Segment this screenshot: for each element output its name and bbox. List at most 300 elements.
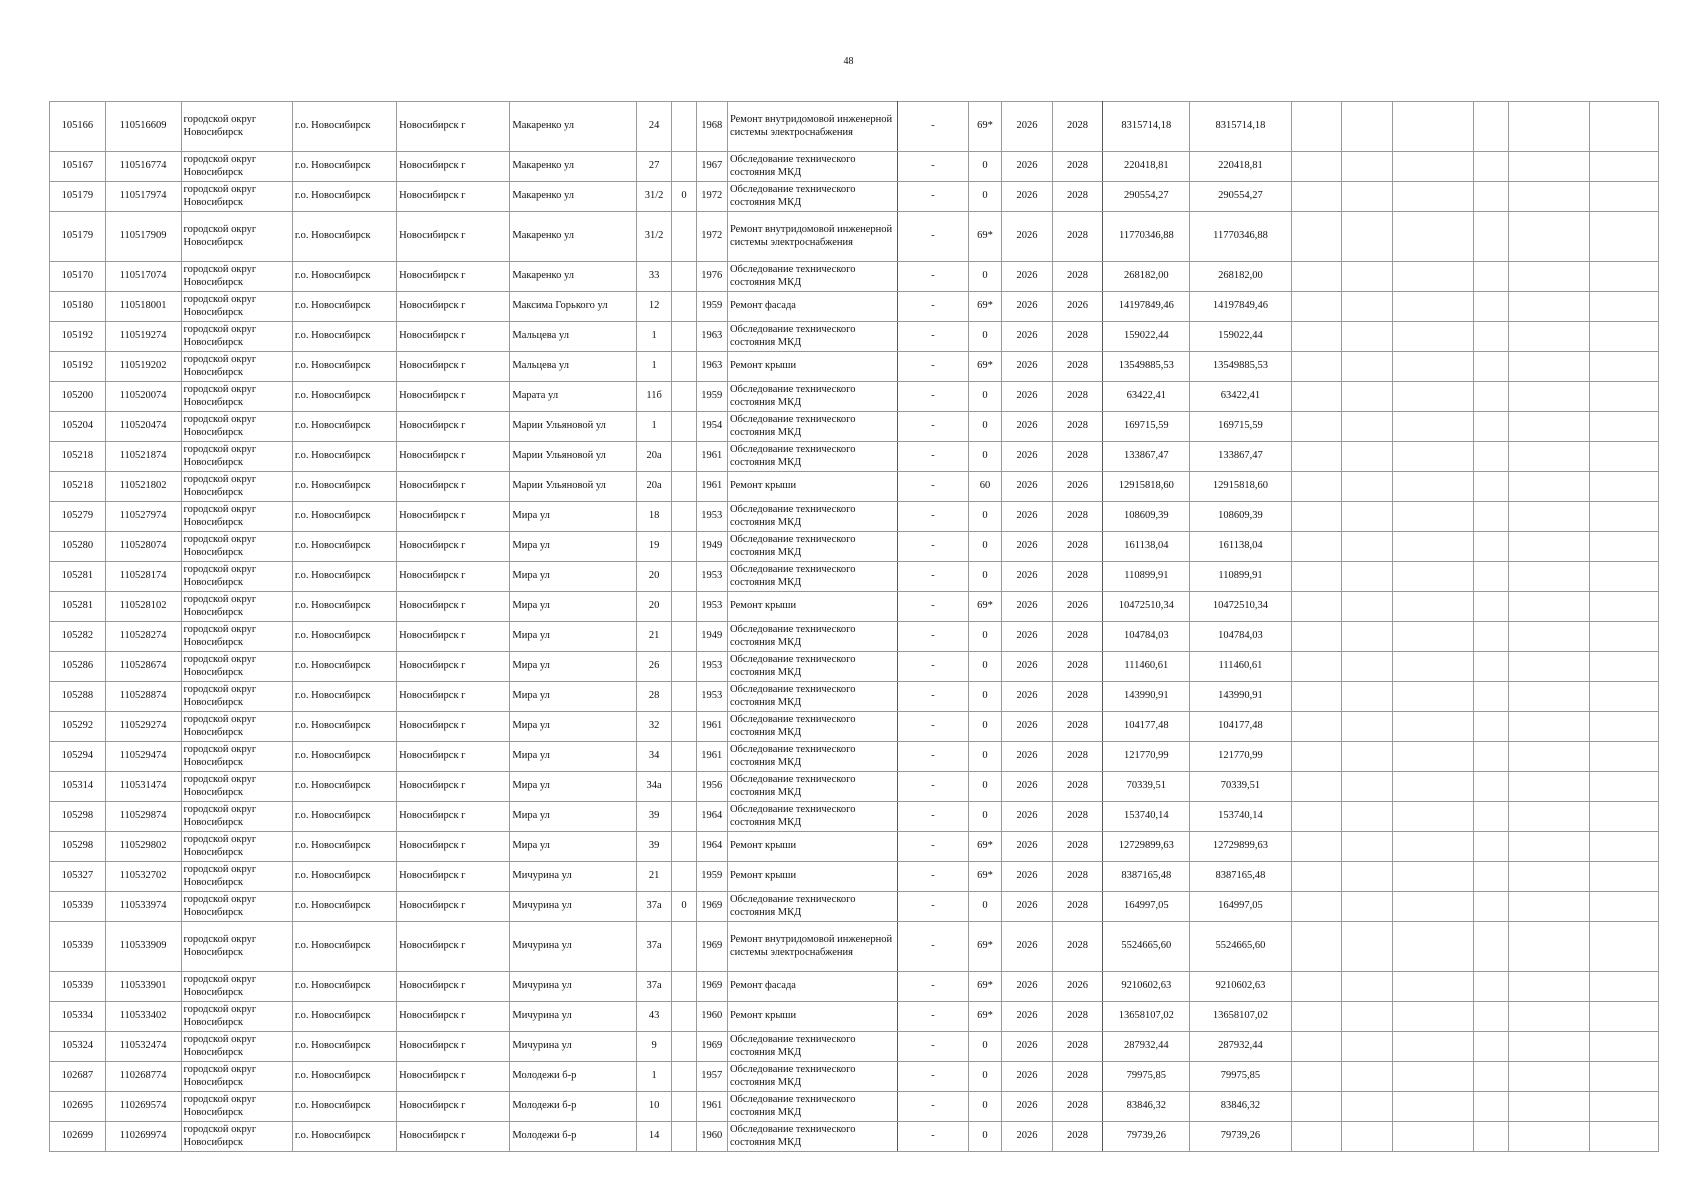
- cell-empty: [1473, 352, 1508, 382]
- cell-house: 1: [636, 352, 671, 382]
- cell-house: 32: [636, 712, 671, 742]
- cell-dash: -: [897, 592, 968, 622]
- cell-work: Обследование технического состояния МКД: [727, 622, 897, 652]
- cell-y2: 2028: [1052, 742, 1103, 772]
- cell-dash: -: [897, 862, 968, 892]
- cell-year: 1957: [696, 1062, 727, 1092]
- cell-empty: [1590, 1062, 1659, 1092]
- cell-id: 105281: [50, 562, 106, 592]
- cell-district: городской округ Новосибирск: [181, 322, 292, 352]
- cell-y1: 2026: [1002, 1002, 1053, 1032]
- cell-house: 43: [636, 1002, 671, 1032]
- cell-okrug: г.о. Новосибирск: [292, 742, 396, 772]
- table-row: [50, 742, 1659, 772]
- cell-empty: [1509, 742, 1590, 772]
- cell-street: Мичурина ул: [510, 1032, 636, 1062]
- cell-dash: -: [897, 712, 968, 742]
- cell-id: 105218: [50, 442, 106, 472]
- cell-empty: [1342, 292, 1393, 322]
- cell-district: городской округ Новосибирск: [181, 742, 292, 772]
- cell-empty: [1342, 322, 1393, 352]
- cell-house: 37а: [636, 972, 671, 1002]
- cell-okrug: г.о. Новосибирск: [292, 352, 396, 382]
- cell-empty: [1392, 472, 1473, 502]
- cell-empty: [1509, 352, 1590, 382]
- cell-total: 159022,44: [1190, 322, 1291, 352]
- cell-total: 10472510,34: [1190, 592, 1291, 622]
- table-row: [50, 182, 1659, 212]
- cell-pct: 69*: [968, 922, 1001, 972]
- cell-empty: [1473, 412, 1508, 442]
- cell-empty: [1590, 1002, 1659, 1032]
- cell-empty: [1473, 592, 1508, 622]
- cell-empty: [1291, 1062, 1342, 1092]
- cell-dash: -: [897, 532, 968, 562]
- capital-repair-table: [49, 101, 1659, 1152]
- cell-dash: -: [897, 562, 968, 592]
- table-row: [50, 102, 1659, 152]
- cell-y2: 2028: [1052, 152, 1103, 182]
- cell-empty: [1342, 892, 1393, 922]
- cell-empty: [1473, 832, 1508, 862]
- cell-dash: -: [897, 212, 968, 262]
- cell-y2: 2028: [1052, 1032, 1103, 1062]
- cell-empty: [1509, 622, 1590, 652]
- cell-house: 19: [636, 532, 671, 562]
- cell-y1: 2026: [1002, 592, 1053, 622]
- cell-city: Новосибирск г: [397, 442, 510, 472]
- table-row: [50, 712, 1659, 742]
- cell-city: Новосибирск г: [397, 1032, 510, 1062]
- cell-street: Мира ул: [510, 832, 636, 862]
- cell-okrug: г.о. Новосибирск: [292, 892, 396, 922]
- cell-empty: [1392, 152, 1473, 182]
- cell-empty: [1342, 712, 1393, 742]
- cell-empty: [1473, 1122, 1508, 1152]
- cell-okrug: г.о. Новосибирск: [292, 442, 396, 472]
- cell-city: Новосибирск г: [397, 682, 510, 712]
- cell-empty: [1291, 322, 1342, 352]
- cell-dash: -: [897, 1002, 968, 1032]
- cell-empty: [1392, 1002, 1473, 1032]
- cell-year: 1961: [696, 472, 727, 502]
- cell-id: 105339: [50, 972, 106, 1002]
- cell-work: Обследование технического состояния МКД: [727, 682, 897, 712]
- cell-city: Новосибирск г: [397, 772, 510, 802]
- cell-cost: 111460,61: [1103, 652, 1190, 682]
- cell-empty: [1392, 562, 1473, 592]
- cell-id: 105167: [50, 152, 106, 182]
- cell-id: 105294: [50, 742, 106, 772]
- cell-pct: 69*: [968, 352, 1001, 382]
- cell-cost: 290554,27: [1103, 182, 1190, 212]
- cell-y1: 2026: [1002, 832, 1053, 862]
- cell-y1: 2026: [1002, 322, 1053, 352]
- cell-total: 108609,39: [1190, 502, 1291, 532]
- cell-y2: 2028: [1052, 442, 1103, 472]
- cell-house: 37а: [636, 922, 671, 972]
- cell-cost: 169715,59: [1103, 412, 1190, 442]
- cell-empty: [1392, 622, 1473, 652]
- cell-y2: 2028: [1052, 182, 1103, 212]
- cell-work: Обследование технического состояния МКД: [727, 742, 897, 772]
- cell-street: Мира ул: [510, 682, 636, 712]
- cell-code: 110517074: [105, 262, 181, 292]
- cell-empty: [1291, 832, 1342, 862]
- cell-work: Обследование технического состояния МКД: [727, 382, 897, 412]
- cell-work: Обследование технического состояния МКД: [727, 712, 897, 742]
- cell-okrug: г.о. Новосибирск: [292, 592, 396, 622]
- cell-empty: [1509, 382, 1590, 412]
- cell-empty: [1509, 862, 1590, 892]
- cell-building: [672, 472, 696, 502]
- cell-pct: 0: [968, 892, 1001, 922]
- cell-district: городской округ Новосибирск: [181, 1032, 292, 1062]
- cell-cost: 10472510,34: [1103, 592, 1190, 622]
- cell-house: 33: [636, 262, 671, 292]
- cell-city: Новосибирск г: [397, 592, 510, 622]
- cell-okrug: г.о. Новосибирск: [292, 562, 396, 592]
- cell-empty: [1291, 382, 1342, 412]
- cell-empty: [1342, 1002, 1393, 1032]
- cell-building: [672, 1032, 696, 1062]
- cell-dash: -: [897, 802, 968, 832]
- cell-building: [672, 772, 696, 802]
- cell-y1: 2026: [1002, 102, 1053, 152]
- cell-city: Новосибирск г: [397, 292, 510, 322]
- cell-code: 110521874: [105, 442, 181, 472]
- table-row: [50, 592, 1659, 622]
- cell-year: 1964: [696, 802, 727, 832]
- cell-city: Новосибирск г: [397, 532, 510, 562]
- cell-okrug: г.о. Новосибирск: [292, 1002, 396, 1032]
- cell-building: [672, 622, 696, 652]
- cell-house: 39: [636, 802, 671, 832]
- cell-y2: 2028: [1052, 832, 1103, 862]
- cell-city: Новосибирск г: [397, 502, 510, 532]
- cell-empty: [1473, 562, 1508, 592]
- cell-work: Ремонт внутридомовой инженерной системы электроснабжения: [727, 102, 897, 152]
- cell-y1: 2026: [1002, 562, 1053, 592]
- cell-okrug: г.о. Новосибирск: [292, 292, 396, 322]
- cell-empty: [1473, 532, 1508, 562]
- cell-work: Ремонт внутридомовой инженерной системы электроснабжения: [727, 922, 897, 972]
- table-body: [50, 102, 1659, 1152]
- cell-empty: [1509, 892, 1590, 922]
- cell-work: Обследование технического состояния МКД: [727, 412, 897, 442]
- cell-district: городской округ Новосибирск: [181, 292, 292, 322]
- cell-building: [672, 382, 696, 412]
- cell-empty: [1291, 1032, 1342, 1062]
- cell-id: 105334: [50, 1002, 106, 1032]
- cell-empty: [1473, 262, 1508, 292]
- cell-empty: [1509, 532, 1590, 562]
- cell-total: 104784,03: [1190, 622, 1291, 652]
- cell-work: Обследование технического состояния МКД: [727, 1092, 897, 1122]
- cell-empty: [1342, 802, 1393, 832]
- cell-y2: 2028: [1052, 772, 1103, 802]
- cell-empty: [1590, 1122, 1659, 1152]
- cell-city: Новосибирск г: [397, 972, 510, 1002]
- cell-empty: [1473, 182, 1508, 212]
- cell-district: городской округ Новосибирск: [181, 652, 292, 682]
- cell-city: Новосибирск г: [397, 1002, 510, 1032]
- cell-total: 70339,51: [1190, 772, 1291, 802]
- cell-y2: 2028: [1052, 352, 1103, 382]
- cell-empty: [1291, 502, 1342, 532]
- cell-y2: 2026: [1052, 592, 1103, 622]
- cell-empty: [1392, 322, 1473, 352]
- cell-empty: [1509, 102, 1590, 152]
- cell-building: [672, 592, 696, 622]
- cell-cost: 83846,32: [1103, 1092, 1190, 1122]
- cell-id: 105282: [50, 622, 106, 652]
- table-row: [50, 502, 1659, 532]
- cell-district: городской округ Новосибирск: [181, 892, 292, 922]
- cell-empty: [1392, 382, 1473, 412]
- cell-work: Обследование технического состояния МКД: [727, 772, 897, 802]
- cell-empty: [1473, 622, 1508, 652]
- cell-total: 110899,91: [1190, 562, 1291, 592]
- table-row: [50, 832, 1659, 862]
- cell-city: Новосибирск г: [397, 742, 510, 772]
- cell-y1: 2026: [1002, 262, 1053, 292]
- cell-house: 28: [636, 682, 671, 712]
- cell-house: 12: [636, 292, 671, 322]
- cell-building: [672, 972, 696, 1002]
- cell-cost: 11770346,88: [1103, 212, 1190, 262]
- cell-cost: 159022,44: [1103, 322, 1190, 352]
- cell-id: 105179: [50, 212, 106, 262]
- cell-code: 110533909: [105, 922, 181, 972]
- cell-empty: [1509, 562, 1590, 592]
- cell-okrug: г.о. Новосибирск: [292, 532, 396, 562]
- table-row: [50, 1122, 1659, 1152]
- cell-empty: [1590, 442, 1659, 472]
- cell-empty: [1473, 1002, 1508, 1032]
- cell-code: 110528102: [105, 592, 181, 622]
- cell-total: 220418,81: [1190, 152, 1291, 182]
- cell-street: Марата ул: [510, 382, 636, 412]
- cell-code: 110529874: [105, 802, 181, 832]
- cell-empty: [1590, 182, 1659, 212]
- cell-city: Новосибирск г: [397, 472, 510, 502]
- cell-building: [672, 532, 696, 562]
- cell-id: 105204: [50, 412, 106, 442]
- cell-total: 169715,59: [1190, 412, 1291, 442]
- cell-street: Мира ул: [510, 742, 636, 772]
- cell-empty: [1291, 922, 1342, 972]
- cell-year: 1959: [696, 862, 727, 892]
- cell-empty: [1590, 742, 1659, 772]
- cell-work: Ремонт крыши: [727, 1002, 897, 1032]
- cell-code: 110528274: [105, 622, 181, 652]
- cell-house: 39: [636, 832, 671, 862]
- cell-empty: [1291, 442, 1342, 472]
- cell-year: 1976: [696, 262, 727, 292]
- cell-district: городской округ Новосибирск: [181, 102, 292, 152]
- cell-empty: [1291, 742, 1342, 772]
- cell-empty: [1291, 562, 1342, 592]
- cell-empty: [1342, 622, 1393, 652]
- cell-dash: -: [897, 772, 968, 802]
- cell-pct: 0: [968, 652, 1001, 682]
- cell-total: 79739,26: [1190, 1122, 1291, 1152]
- cell-empty: [1342, 102, 1393, 152]
- cell-y2: 2028: [1052, 382, 1103, 412]
- cell-empty: [1342, 442, 1393, 472]
- cell-dash: -: [897, 502, 968, 532]
- cell-y2: 2028: [1052, 682, 1103, 712]
- cell-code: 110269974: [105, 1122, 181, 1152]
- cell-street: Мира ул: [510, 622, 636, 652]
- table-row: [50, 1032, 1659, 1062]
- cell-empty: [1590, 1032, 1659, 1062]
- cell-empty: [1291, 352, 1342, 382]
- cell-work: Обследование технического состояния МКД: [727, 262, 897, 292]
- cell-work: Обследование технического состояния МКД: [727, 1122, 897, 1152]
- cell-okrug: г.о. Новосибирск: [292, 152, 396, 182]
- cell-y1: 2026: [1002, 972, 1053, 1002]
- cell-cost: 9210602,63: [1103, 972, 1190, 1002]
- cell-pct: 0: [968, 152, 1001, 182]
- cell-total: 63422,41: [1190, 382, 1291, 412]
- cell-empty: [1291, 772, 1342, 802]
- cell-street: Мальцева ул: [510, 322, 636, 352]
- cell-building: [672, 412, 696, 442]
- cell-empty: [1392, 502, 1473, 532]
- table-row: [50, 412, 1659, 442]
- cell-empty: [1590, 262, 1659, 292]
- cell-empty: [1342, 562, 1393, 592]
- cell-empty: [1392, 442, 1473, 472]
- cell-work: Обследование технического состояния МКД: [727, 562, 897, 592]
- cell-okrug: г.о. Новосибирск: [292, 322, 396, 352]
- cell-empty: [1473, 892, 1508, 922]
- cell-total: 8315714,18: [1190, 102, 1291, 152]
- cell-empty: [1392, 1122, 1473, 1152]
- cell-empty: [1590, 772, 1659, 802]
- cell-empty: [1291, 802, 1342, 832]
- cell-pct: 60: [968, 472, 1001, 502]
- cell-code: 110516609: [105, 102, 181, 152]
- cell-okrug: г.о. Новосибирск: [292, 972, 396, 1002]
- cell-y1: 2026: [1002, 382, 1053, 412]
- cell-y1: 2026: [1002, 682, 1053, 712]
- cell-building: [672, 1092, 696, 1122]
- cell-id: 105166: [50, 102, 106, 152]
- cell-district: городской округ Новосибирск: [181, 862, 292, 892]
- cell-dash: -: [897, 442, 968, 472]
- cell-empty: [1473, 712, 1508, 742]
- cell-year: 1963: [696, 322, 727, 352]
- cell-empty: [1473, 152, 1508, 182]
- cell-empty: [1392, 892, 1473, 922]
- cell-okrug: г.о. Новосибирск: [292, 472, 396, 502]
- cell-pct: 69*: [968, 212, 1001, 262]
- cell-building: [672, 352, 696, 382]
- table-row: [50, 382, 1659, 412]
- cell-district: городской округ Новосибирск: [181, 832, 292, 862]
- cell-y1: 2026: [1002, 892, 1053, 922]
- cell-id: 105339: [50, 892, 106, 922]
- cell-empty: [1342, 682, 1393, 712]
- cell-total: 5524665,60: [1190, 922, 1291, 972]
- cell-id: 105281: [50, 592, 106, 622]
- cell-cost: 70339,51: [1103, 772, 1190, 802]
- cell-year: 1953: [696, 502, 727, 532]
- cell-district: городской округ Новосибирск: [181, 1062, 292, 1092]
- cell-empty: [1392, 682, 1473, 712]
- cell-empty: [1509, 592, 1590, 622]
- cell-y1: 2026: [1002, 152, 1053, 182]
- cell-y1: 2026: [1002, 802, 1053, 832]
- cell-empty: [1473, 742, 1508, 772]
- cell-building: [672, 102, 696, 152]
- cell-empty: [1590, 652, 1659, 682]
- cell-empty: [1590, 502, 1659, 532]
- cell-year: 1961: [696, 712, 727, 742]
- cell-empty: [1590, 292, 1659, 322]
- cell-pct: 0: [968, 442, 1001, 472]
- cell-building: [672, 212, 696, 262]
- cell-pct: 69*: [968, 1002, 1001, 1032]
- cell-house: 9: [636, 1032, 671, 1062]
- cell-house: 34а: [636, 772, 671, 802]
- cell-city: Новосибирск г: [397, 322, 510, 352]
- cell-empty: [1392, 862, 1473, 892]
- cell-empty: [1392, 532, 1473, 562]
- cell-year: 1972: [696, 212, 727, 262]
- cell-city: Новосибирск г: [397, 862, 510, 892]
- cell-y2: 2028: [1052, 892, 1103, 922]
- cell-dash: -: [897, 182, 968, 212]
- cell-id: 105200: [50, 382, 106, 412]
- cell-y2: 2028: [1052, 502, 1103, 532]
- cell-district: городской округ Новосибирск: [181, 212, 292, 262]
- cell-empty: [1473, 652, 1508, 682]
- cell-work: Обследование технического состояния МКД: [727, 502, 897, 532]
- cell-pct: 0: [968, 1092, 1001, 1122]
- cell-year: 1956: [696, 772, 727, 802]
- cell-id: 105192: [50, 352, 106, 382]
- cell-house: 18: [636, 502, 671, 532]
- cell-empty: [1291, 152, 1342, 182]
- cell-empty: [1473, 862, 1508, 892]
- cell-city: Новосибирск г: [397, 352, 510, 382]
- cell-work: Ремонт внутридомовой инженерной системы электроснабжения: [727, 212, 897, 262]
- cell-y1: 2026: [1002, 412, 1053, 442]
- cell-cost: 143990,91: [1103, 682, 1190, 712]
- cell-cost: 133867,47: [1103, 442, 1190, 472]
- cell-city: Новосибирск г: [397, 262, 510, 292]
- cell-empty: [1291, 212, 1342, 262]
- cell-house: 20а: [636, 442, 671, 472]
- cell-building: [672, 292, 696, 322]
- cell-year: 1961: [696, 1092, 727, 1122]
- cell-work: Ремонт крыши: [727, 352, 897, 382]
- cell-total: 12729899,63: [1190, 832, 1291, 862]
- cell-building: [672, 712, 696, 742]
- cell-year: 1963: [696, 352, 727, 382]
- cell-city: Новосибирск г: [397, 182, 510, 212]
- cell-work: Обследование технического состояния МКД: [727, 1032, 897, 1062]
- cell-year: 1967: [696, 152, 727, 182]
- cell-street: Марии Ульяновой ул: [510, 442, 636, 472]
- cell-empty: [1392, 922, 1473, 972]
- cell-total: 79975,85: [1190, 1062, 1291, 1092]
- cell-y2: 2028: [1052, 802, 1103, 832]
